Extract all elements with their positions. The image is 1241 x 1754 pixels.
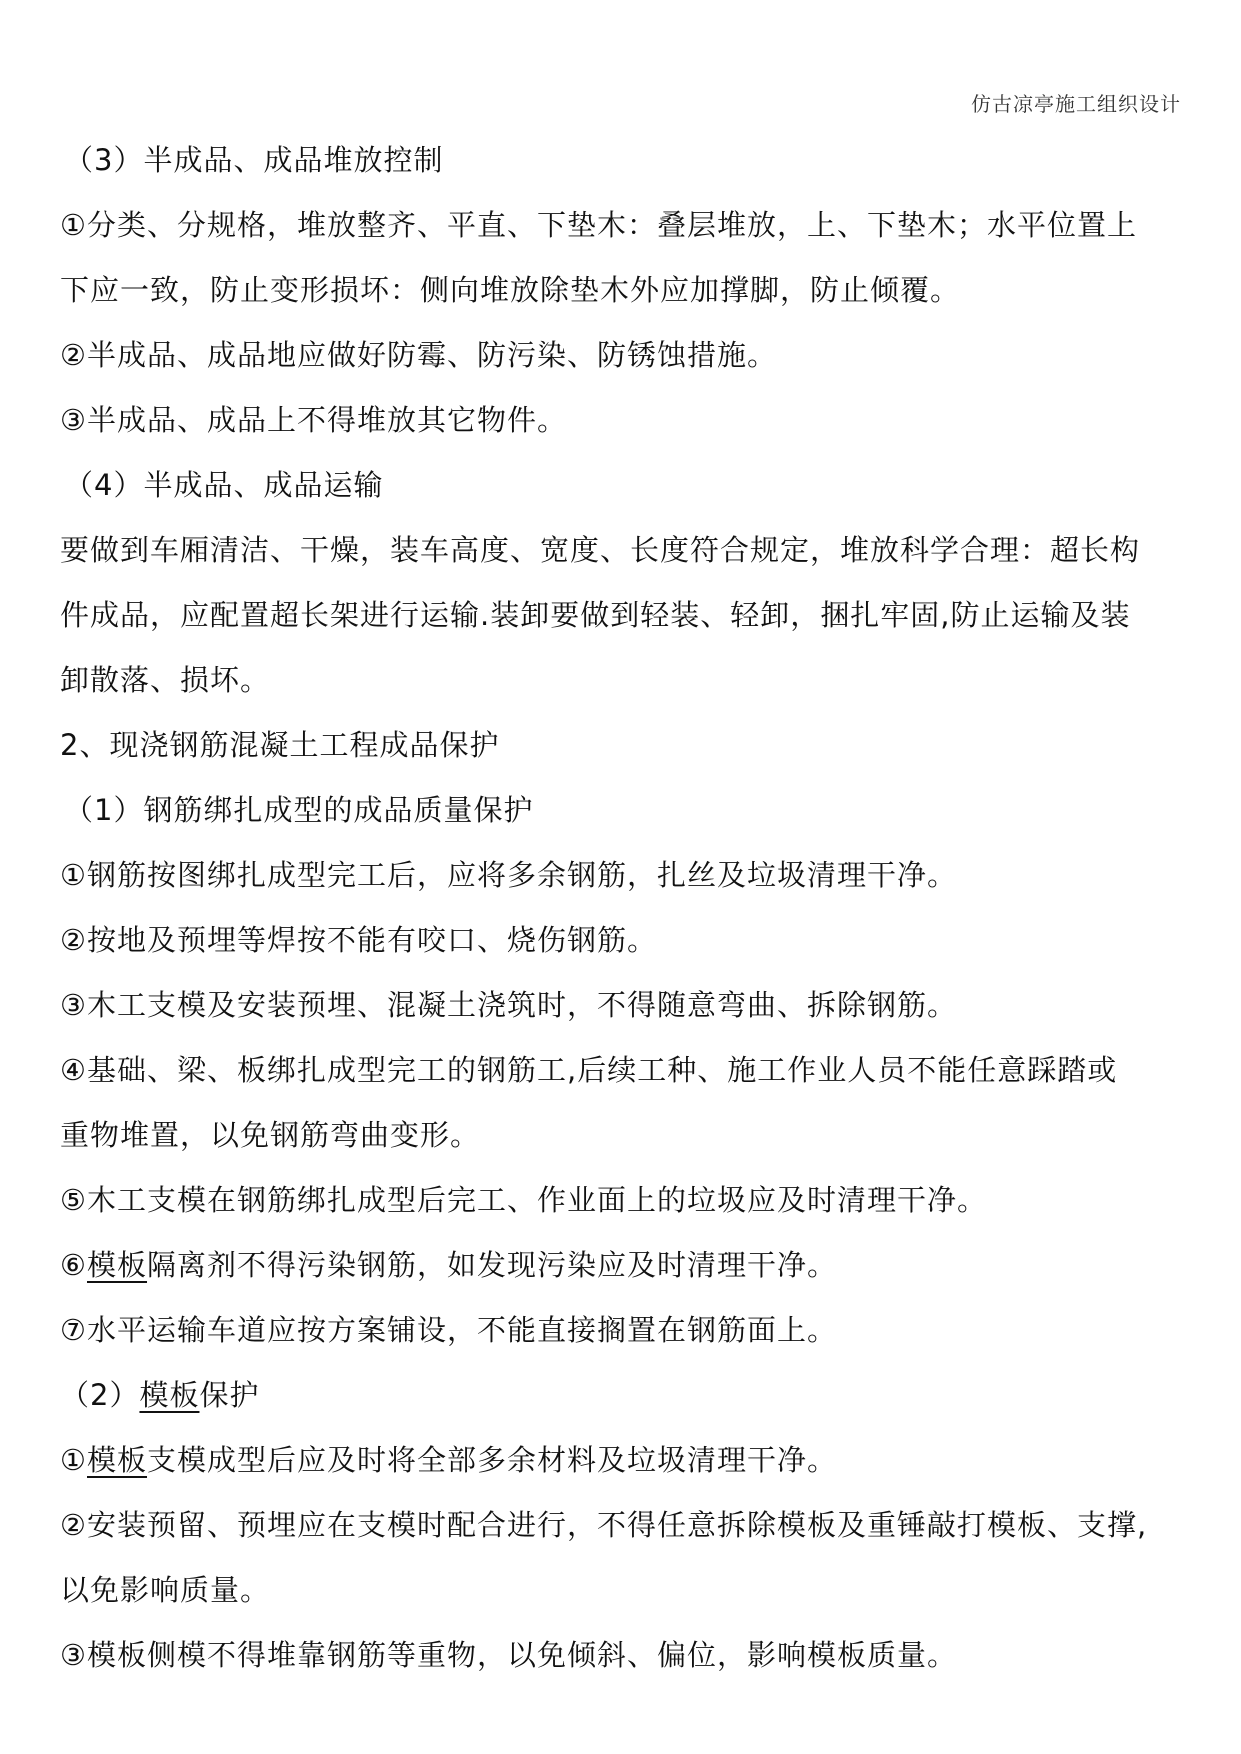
paragraph-line: 下应一致，防止变形损坏：侧向堆放除垫木外应加撑脚，防止倾覆。 [60, 273, 961, 307]
item-marker: ① [60, 1443, 87, 1477]
underlined-term: 模板 [87, 1248, 148, 1282]
heading-marker: （2） [60, 1378, 140, 1412]
paragraph-line: ②半成品、成品地应做好防霉、防污染、防锈蚀措施。 [60, 338, 777, 372]
item-text: 隔离剂不得污染钢筋，如发现污染应及时清理干净。 [147, 1248, 838, 1282]
underlined-term: 模板 [87, 1443, 148, 1477]
item-marker: ⑥ [60, 1248, 87, 1282]
heading-text: 保护 [199, 1378, 260, 1412]
paragraph-line: ⑦水平运输车道应按方案铺设，不能直接搁置在钢筋面上。 [60, 1313, 837, 1347]
section-heading-4: （4）半成品、成品运输 [64, 468, 384, 502]
section-heading-2: 2、现浇钢筋混凝土工程成品保护 [60, 728, 500, 762]
paragraph-line: 件成品，应配置超长架进行运输.装卸要做到轻装、轻卸，捆扎牢固,防止运输及装 [60, 598, 1131, 632]
underlined-term: 模板 [139, 1378, 200, 1412]
paragraph-line [60, 1428, 1190, 1493]
paragraph-line: ④基础、梁、板绑扎成型完工的钢筋工,后续工种、施工作业人员不能任意踩踏或 [60, 1053, 1118, 1087]
paragraph-line: ②安装预留、预埋应在支模时配合进行，不得任意拆除模板及重锤敲打模板、支撑, [60, 1508, 1148, 1542]
paragraph-line: 要做到车厢清洁、干燥，装车高度、宽度、长度符合规定，堆放科学合理：超长构 [60, 533, 1141, 567]
section-heading-3: （3）半成品、成品堆放控制 [64, 143, 444, 177]
paragraph-line: ⑤木工支模在钢筋绑扎成型后完工、作业面上的垃圾应及时清理干净。 [60, 1183, 987, 1217]
paragraph-line: ③半成品、成品上不得堆放其它物件。 [60, 403, 567, 437]
paragraph-line: ②按地及预埋等焊按不能有咬口、烧伤钢筋。 [60, 923, 657, 957]
subsection-heading-1: （1）钢筋绑扎成型的成品质量保护 [64, 793, 534, 827]
paragraph-line: ①钢筋按图绑扎成型完工后，应将多余钢筋，扎丝及垃圾清理干净。 [60, 858, 957, 892]
paragraph-line [60, 1233, 1190, 1298]
paragraph-line: 卸散落、损坏。 [60, 663, 271, 697]
paragraph-line: 重物堆置，以免钢筋弯曲变形。 [60, 1118, 481, 1152]
paragraph-line: ③木工支模及安装预埋、混凝土浇筑时，不得随意弯曲、拆除钢筋。 [60, 988, 957, 1022]
subsection-heading-2 [60, 1363, 1190, 1428]
paragraph-line: 以免影响质量。 [60, 1573, 271, 1607]
running-header-title: 仿古凉亭施工组织设计 [971, 92, 1181, 116]
document-body [60, 128, 1190, 1688]
paragraph-line: ③模板侧模不得堆靠钢筋等重物，以免倾斜、偏位，影响模板质量。 [60, 1638, 957, 1672]
paragraph-line: ①分类、分规格，堆放整齐、平直、下垫木：叠层堆放，上、下垫木；水平位置上 [60, 208, 1137, 242]
item-text: 支模成型后应及时将全部多余材料及垃圾清理干净。 [147, 1443, 838, 1477]
